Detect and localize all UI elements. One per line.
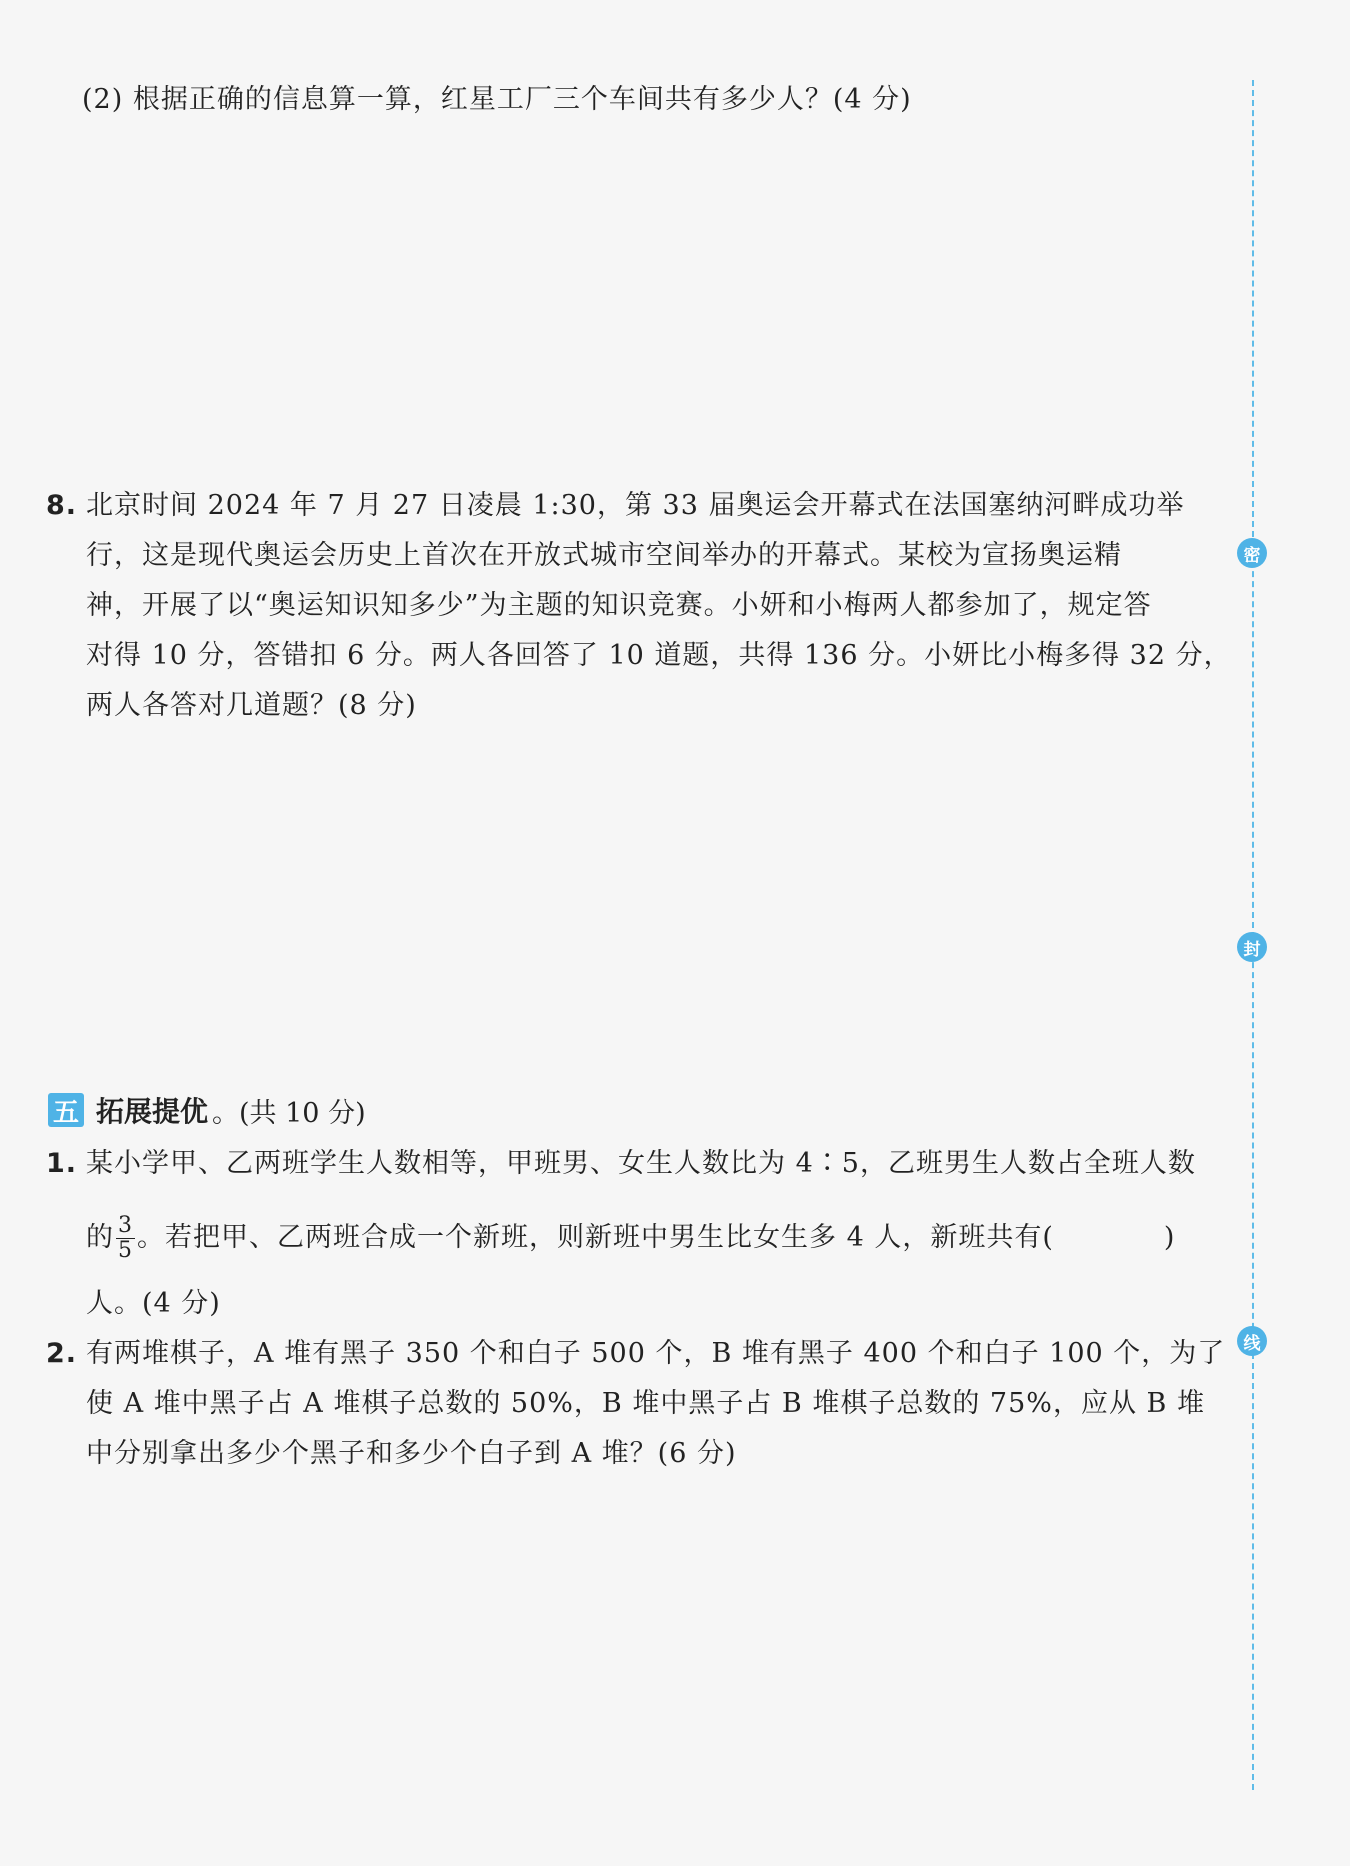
fraction-numerator: 3 [118, 1212, 133, 1238]
question-8-line-5: 两人各答对几道题？(8 分) [86, 690, 417, 721]
question-8-line-4: 对得 10 分，答错扣 6 分。两人各回答了 10 道题，共得 136 分。小妍比小梅多得 32 分， [86, 640, 1232, 671]
problem-1-line-2 [86, 1212, 1175, 1264]
question-8-line-3: 神，开展了以“奥运知识知多少”为主题的知识竞赛。小妍和小梅两人都参加了，规定答 [86, 590, 1152, 621]
problem-1-line-2-text: 。若把甲、乙两班合成一个新班，则新班中男生比女生多 4 人，新班共有( [137, 1222, 1054, 1253]
section-5-badge: 五 [48, 1093, 84, 1127]
problem-2-line-1: 有两堆棋子，A 堆有黑子 350 个和白子 500 个，B 堆有黑子 400 个和白子 100 个，为了 [86, 1338, 1226, 1369]
question-8-line-1: 北京时间 2024 年 7 月 27 日凌晨 1:30，第 33 届奥运会开幕式在法国塞纳河畔成功举 [86, 490, 1185, 521]
problem-1-line-3: 人。(4 分) [86, 1288, 221, 1319]
problem-2-number: 2. [46, 1338, 78, 1369]
fraction-three-fifths [116, 1214, 135, 1263]
seal-mark-mi: 密 [1237, 538, 1267, 568]
section-5-header [48, 1090, 366, 1130]
question-8-line-2: 行，这是现代奥运会历史上首次在开放式城市空间举办的开幕式。某校为宣扬奥运精 [86, 540, 1122, 571]
problem-2-line-3: 中分别拿出多少个黑子和多少个白子到 A 堆？(6 分) [86, 1438, 737, 1469]
section-5-score-note: 。(共 10 分) [212, 1097, 366, 1129]
section-5-title: 拓展提优 [96, 1095, 209, 1128]
problem-1-line-1: 某小学甲、乙两班学生人数相等，甲班男、女生人数比为 4∶5，乙班男生人数占全班人数 [86, 1148, 1196, 1179]
seal-mark-xian: 线 [1237, 1326, 1267, 1356]
question-8-number: 8. [46, 490, 78, 521]
question-7-part-2: (2) 根据正确的信息算一算，红星工厂三个车间共有多少人？(4 分) [82, 84, 912, 115]
problem-1-line-2-close: ) [1163, 1222, 1176, 1253]
problem-1-number: 1. [46, 1148, 78, 1179]
fraction-denominator: 5 [118, 1237, 133, 1263]
problem-2-line-2: 使 A 堆中黑子占 A 堆棋子总数的 50%，B 堆中黑子占 B 堆棋子总数的 75%，应从 B 堆 [86, 1388, 1205, 1419]
problem-1-line-2-prefix: 的 [86, 1222, 114, 1253]
seal-mark-feng: 封 [1237, 932, 1267, 962]
